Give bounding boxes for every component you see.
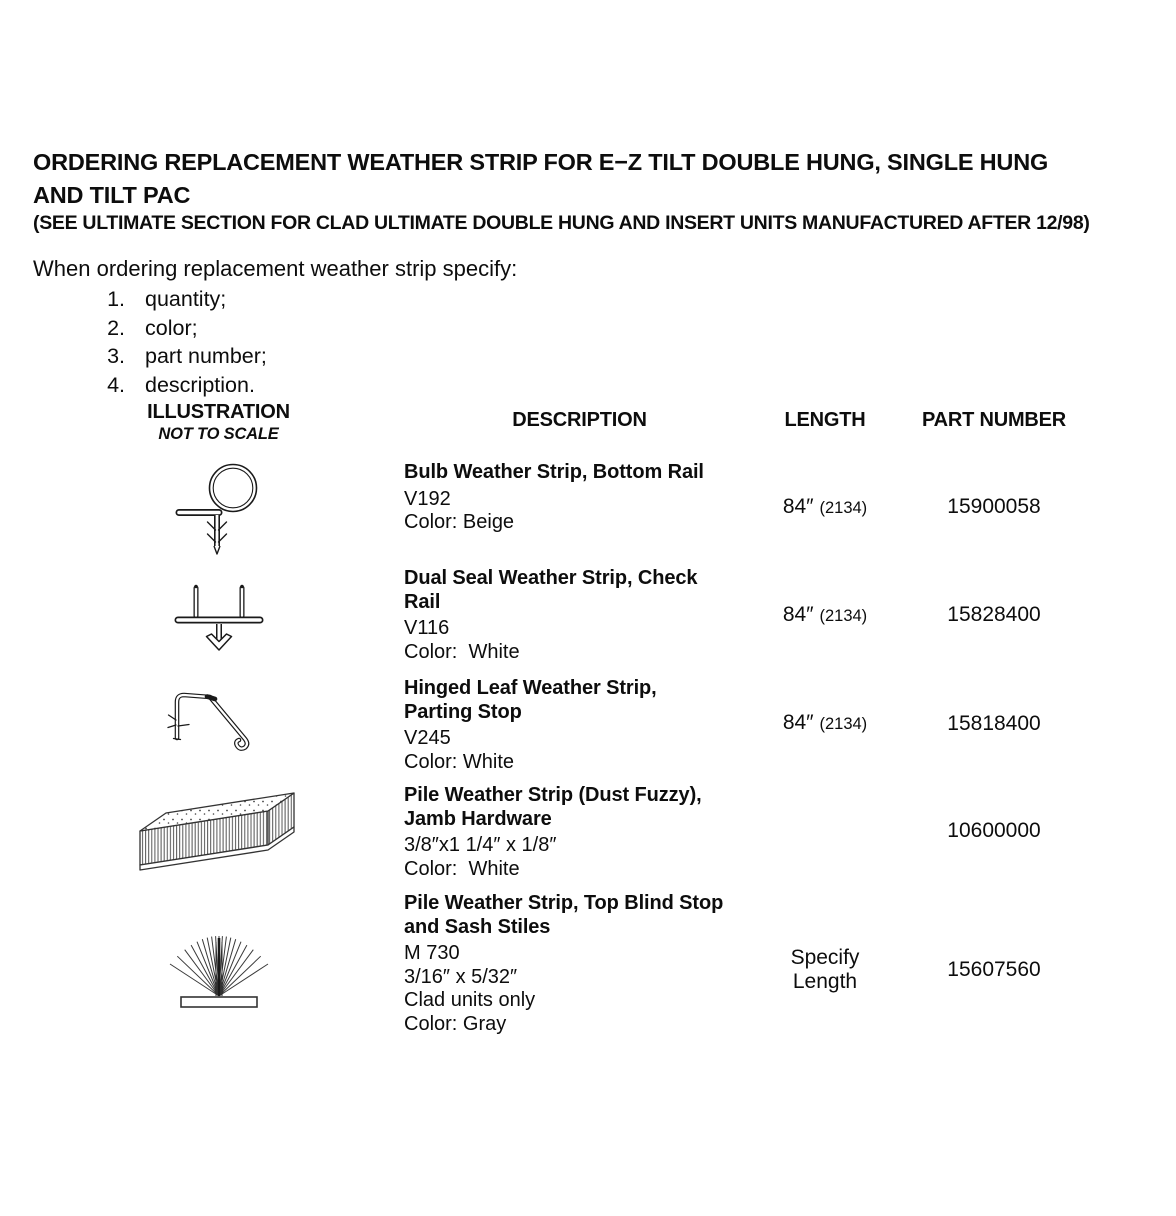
description-cell xyxy=(404,777,755,881)
product-title: Pile Weather Strip (Dust Fuzzy), Jamb Hardware xyxy=(404,784,702,830)
product-title: Pile Weather Strip, Top Blind Stop and Sash Stiles xyxy=(404,892,724,938)
step-number: 2. xyxy=(107,315,125,340)
length-cell xyxy=(755,495,895,520)
description-cell xyxy=(404,670,755,774)
length-cell xyxy=(755,603,895,628)
product-note: Clad units only xyxy=(404,989,536,1011)
column-header-length: LENGTH xyxy=(784,408,866,431)
product-code: V192 xyxy=(404,487,451,510)
hinged-leaf-weather-strip-icon xyxy=(149,676,289,771)
length-value: 84″ xyxy=(782,494,814,518)
pile-weather-strip-block-icon xyxy=(126,781,311,881)
product-color: Color: White xyxy=(404,750,515,773)
length-value: Specify Length xyxy=(790,945,860,993)
product-title: Hinged Leaf Weather Strip, Parting Stop xyxy=(404,677,657,723)
intro-text: When ordering replacement weather strip specify: xyxy=(33,256,518,281)
step-text: color; xyxy=(145,315,198,340)
part-number-cell: 15900058 xyxy=(947,495,1041,518)
product-title: Dual Seal Weather Strip, Check Rail xyxy=(404,567,698,613)
product-code: V116 xyxy=(404,617,450,639)
length-metric-value: (2134) xyxy=(819,606,868,625)
product-color: Color: White xyxy=(404,640,520,663)
column-header-description: DESCRIPTION xyxy=(512,408,647,431)
description-cell xyxy=(404,560,755,664)
length-cell xyxy=(755,946,895,995)
illustration-cell xyxy=(33,670,404,777)
part-number-cell: 10600000 xyxy=(947,819,1041,842)
column-header-part-number: PART NUMBER xyxy=(921,408,1067,431)
illustration-cell xyxy=(33,777,404,885)
illustration-cell xyxy=(33,885,404,1055)
product-color: Color: Gray xyxy=(404,1012,507,1035)
bulb-weather-strip-icon xyxy=(169,457,269,557)
page-subtitle: (SEE ULTIMATE SECTION FOR CLAD ULTIMATE DOUBLE HUNG AND INSERT UNITS MANUFACTURED AFTER 12/98) xyxy=(33,212,1090,234)
product-title: Bulb Weather Strip, Bottom Rail xyxy=(404,461,704,483)
illustration-cell xyxy=(33,454,404,560)
ordering-steps-list xyxy=(101,285,267,399)
step-number: 4. xyxy=(107,372,125,397)
length-value: 84″ xyxy=(782,602,814,626)
length-metric-value: (2134) xyxy=(819,715,868,733)
product-dimensions: 3/8″x1 1/4″ x 1/8″ xyxy=(404,834,557,856)
weather-strip-table xyxy=(33,400,1093,1055)
page-title: ORDERING REPLACEMENT WEATHER STRIP FOR E−Z TILT DOUBLE HUNG, SINGLE HUNG AND TILT PAC xyxy=(33,149,1049,208)
part-number-cell: 15607560 xyxy=(947,958,1041,981)
step-number: 3. xyxy=(107,344,125,368)
step-text: quantity; xyxy=(145,287,227,311)
length-metric-value: (2134) xyxy=(819,498,868,517)
product-color: Color: Beige xyxy=(404,511,515,533)
description-cell xyxy=(404,885,755,1036)
pile-weather-strip-brush-icon xyxy=(164,926,274,1014)
dual-seal-weather-strip-icon xyxy=(169,573,269,658)
column-header-illustration xyxy=(33,400,404,454)
length-cell xyxy=(755,711,895,736)
part-number-cell: 15828400 xyxy=(947,603,1041,626)
illustration-header-label: ILLUSTRATION xyxy=(147,401,290,423)
product-code: M 730 xyxy=(404,942,460,964)
step-text: description. xyxy=(145,372,255,397)
step-text: part number; xyxy=(145,344,267,368)
length-value: 84″ xyxy=(782,711,814,734)
product-color: Color: White xyxy=(404,857,520,880)
product-code: V245 xyxy=(404,727,451,749)
not-to-scale-note: NOT TO SCALE xyxy=(158,425,279,443)
part-number-cell: 15818400 xyxy=(947,711,1041,735)
description-cell xyxy=(404,454,755,535)
step-number: 1. xyxy=(107,287,125,311)
illustration-cell xyxy=(33,560,404,670)
product-dimensions: 3/16″ x 5/32″ xyxy=(404,965,518,988)
